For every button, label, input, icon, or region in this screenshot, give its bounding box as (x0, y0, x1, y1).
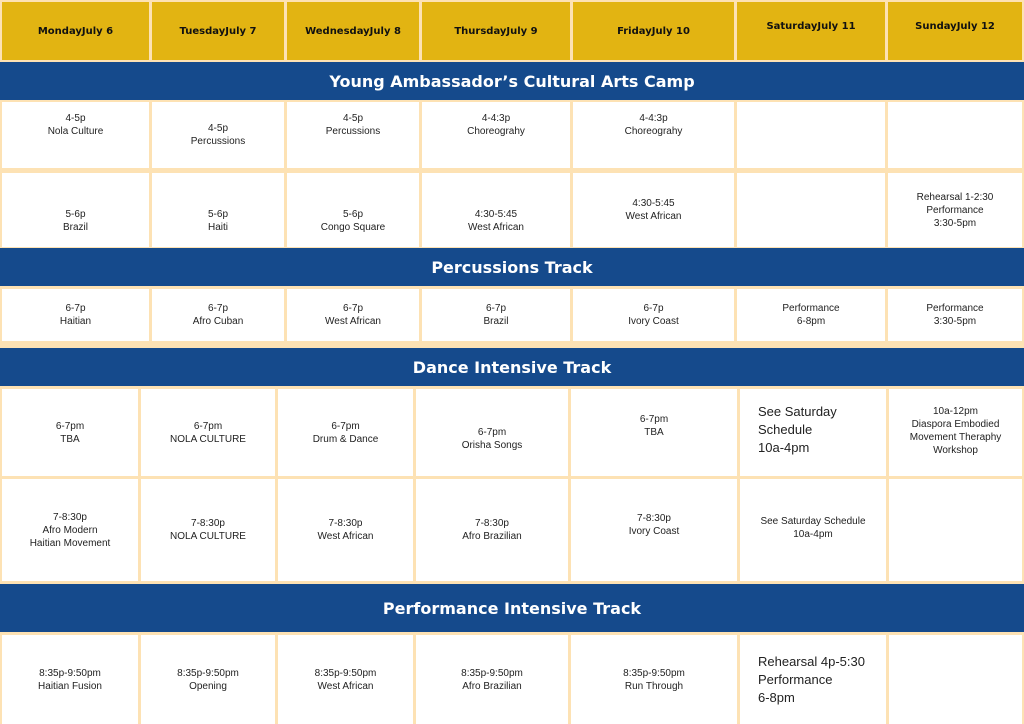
schedule-cell: 8:35p-9:50pm Afro Brazilian (416, 635, 568, 724)
schedule-cell: 8:35p-9:50pm Opening (141, 635, 275, 724)
schedule-cell: 8:35p-9:50pm Haitian Fusion (2, 635, 138, 724)
schedule-cell: 4-4:3p Choreograhy (573, 102, 734, 168)
day-header-thursday (422, 2, 570, 60)
schedule-cell: Performance 3:30-5pm (888, 289, 1022, 341)
day-date: July 8 (369, 25, 401, 37)
day-date: July 10 (651, 25, 690, 37)
day-name: Saturday (766, 21, 818, 32)
day-header-wednesday (287, 2, 419, 60)
day-header-tuesday (152, 2, 284, 60)
schedule-cell: 4-4:3p Choreograhy (422, 102, 570, 168)
schedule-cell: 4-5p Percussions (287, 102, 419, 168)
schedule-cell: 4:30-5:45 West African (573, 173, 734, 247)
schedule-cell: 4-5p Percussions (152, 102, 284, 168)
schedule-cell (889, 479, 1022, 581)
schedule-cell: 6-7p West African (287, 289, 419, 341)
section-title-performance: Performance Intensive Track (0, 584, 1024, 632)
day-date: July 6 (81, 25, 114, 37)
day-date: July 7 (225, 25, 257, 37)
day-header-saturday (737, 2, 885, 60)
schedule-cell: Rehearsal 1-2:30 Performance 3:30-5pm (888, 173, 1022, 247)
day-name: Wednesday (305, 25, 370, 37)
schedule-cell: 7-8:30p NOLA CULTURE (141, 479, 275, 581)
section-title-dance: Dance Intensive Track (0, 348, 1024, 386)
schedule-cell (888, 102, 1022, 168)
day-name: Tuesday (179, 25, 226, 37)
day-header-friday (573, 2, 734, 60)
schedule-cell: 6-7p Ivory Coast (573, 289, 734, 341)
schedule-cell: 4:30-5:45 West African (422, 173, 570, 247)
day-name: Thursday (454, 25, 507, 37)
schedule-cell: 8:35p-9:50pm West African (278, 635, 413, 724)
schedule-cell: 4-5p Nola Culture (2, 102, 149, 168)
day-date: July 12 (956, 21, 995, 32)
day-name: Monday (37, 25, 82, 37)
schedule-cell: 6-7p Brazil (422, 289, 570, 341)
schedule-cell: See Saturday Schedule 10a-4pm (740, 389, 886, 476)
schedule-cell: 6-7pm Orisha Songs (416, 389, 568, 476)
schedule-cell: 7-8:30p West African (278, 479, 413, 581)
schedule-cell: 6-7p Afro Cuban (152, 289, 284, 341)
schedule-cell: 6-7pm TBA (2, 389, 138, 476)
schedule-cell: 7-8:30p Afro Brazilian (416, 479, 568, 581)
schedule-cell: 10a-12pm Diaspora Embodied Movement Theraphy Workshop (889, 389, 1022, 476)
schedule-cell: 6-7pm Drum & Dance (278, 389, 413, 476)
day-date: July 11 (817, 21, 856, 32)
schedule-cell: 7-8:30p Ivory Coast (571, 479, 737, 581)
schedule-cell: 6-7p Haitian (2, 289, 149, 341)
schedule-cell (889, 635, 1022, 724)
schedule-cell: See Saturday Schedule 10a-4pm (740, 479, 886, 581)
schedule-cell: 5-6p Brazil (2, 173, 149, 247)
day-header-sunday (888, 2, 1022, 60)
section-title-percussions: Percussions Track (0, 248, 1024, 286)
schedule-cell: 7-8:30p Afro Modern Haitian Movement (2, 479, 138, 581)
schedule-cell: 8:35p-9:50pm Run Through (571, 635, 737, 724)
schedule-cell: 5-6p Congo Square (287, 173, 419, 247)
schedule-cell: 5-6p Haiti (152, 173, 284, 247)
schedule-cell: 6-7pm TBA (571, 389, 737, 476)
day-header-monday (2, 2, 149, 60)
schedule-cell: 6-7pm NOLA CULTURE (141, 389, 275, 476)
day-name: Friday (617, 25, 652, 37)
schedule-cell (737, 173, 885, 247)
day-date: July 9 (506, 25, 538, 37)
schedule-cell: Performance 6-8pm (737, 289, 885, 341)
schedule-cell (737, 102, 885, 168)
schedule-cell: Rehearsal 4p-5:30 Performance 6-8pm (740, 635, 886, 724)
day-name: Sunday (915, 21, 957, 32)
section-title-camp: Young Ambassador’s Cultural Arts Camp (0, 62, 1024, 100)
